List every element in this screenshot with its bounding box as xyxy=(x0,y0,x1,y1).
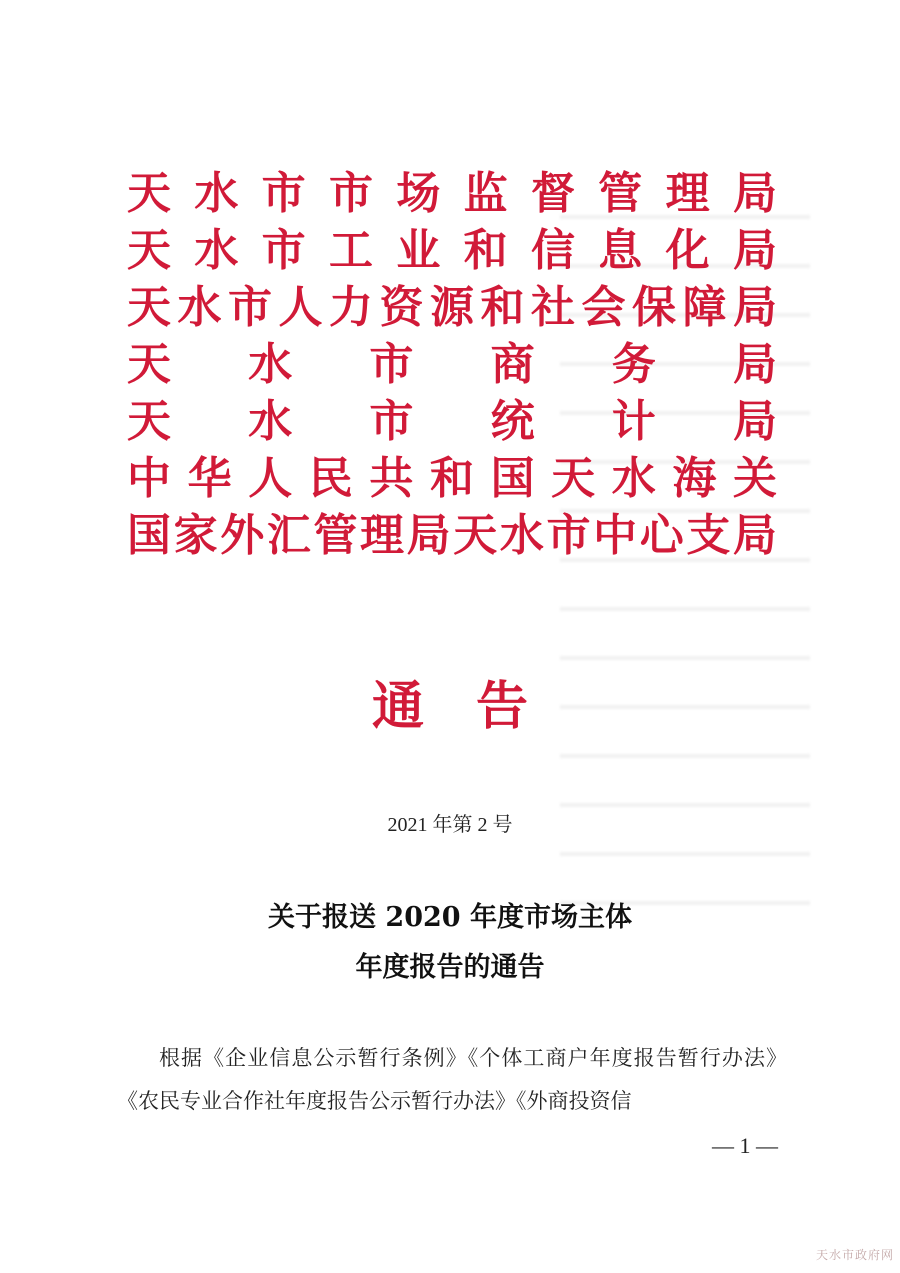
subject-line: 关于报送 2020 年度市场主体 xyxy=(268,902,632,933)
agency-line: 天 水 市 市 场 监 督 管 理 局 xyxy=(127,168,777,219)
site-watermark: 天水市政府网 xyxy=(815,1248,894,1262)
agency-line: 天 水 市 统 计 局 xyxy=(127,396,777,447)
issuing-agencies-header xyxy=(127,165,777,564)
agency-line: 天 水 市 商 务 局 xyxy=(127,339,777,390)
agency-line: 天 水 市 工 业 和 信 息 化 局 xyxy=(127,225,777,276)
body-text xyxy=(117,1037,787,1123)
document-number: 2021 年第 2 号 xyxy=(387,814,513,836)
page-number: — 1 — xyxy=(712,1133,778,1158)
body-paragraph: 根据《企业信息公示暂行条例》《个体工商户年度报告暂行办法》《农民专业合作社年度报告公示暂行办法》《外商投资信 xyxy=(117,1046,787,1113)
notice-title: 通告 xyxy=(371,676,580,737)
document-subject xyxy=(0,893,900,993)
agency-line: 天 水 市 人 力 资 源 和 社 会 保 障 局 xyxy=(127,282,777,333)
agency-line: 中 华 人 民 共 和 国 天 水 海 关 xyxy=(127,453,777,504)
subject-line: 年度报告的通告 xyxy=(355,952,545,983)
agency-line: 国 家 外 汇 管 理 局 天 水 市 中 心 支 局 xyxy=(127,510,777,561)
